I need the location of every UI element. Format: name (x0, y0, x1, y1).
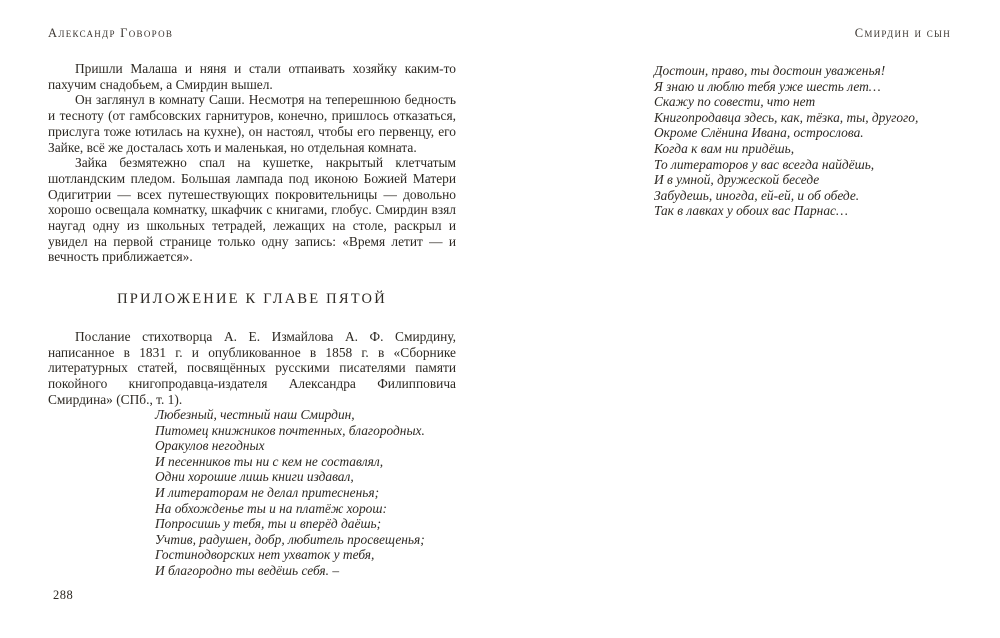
verse-line: Когда к вам ни придёшь, (654, 140, 795, 156)
verse-line: То литераторов у вас всегда найдёшь, (654, 156, 875, 172)
verse-block-left (155, 407, 425, 579)
verse-line: Так в лавках у обоих вас Парнас… (654, 203, 848, 219)
verse-line: И благородно ты ведёшь себя. – (155, 562, 340, 578)
page-number: 288 (53, 588, 74, 602)
body-paragraph: Он заглянул в комнату Саши. Несмотря на теперешнюю бедность и тесноту (от гамбсовских гарнитуров, конечно, пришлось отказаться, прислуга тоже ютилась на кухне), он настоял, чтобы его первенцу, его Зайке, всё же досталась хоть и маленькая, но отдельная комната. (48, 92, 456, 155)
verse-line: Питомец книжников почтенных, благородных. (155, 422, 425, 438)
appendix-intro (48, 329, 456, 408)
verse-line: Скажу по совести, что нет (654, 94, 816, 110)
body-paragraph: Пришли Малаша и няня и стали отпаивать хозяйку каким-то пахучим снадобьем, а Смирдин вышел. (48, 61, 456, 92)
section-heading: ПРИЛОЖЕНИЕ К ГЛАВЕ ПЯТОЙ (117, 291, 387, 307)
verse-line: Окроме Слёнина Ивана, острослова. (654, 125, 864, 141)
body-paragraph: Зайка безмятежно спал на кушетке, накрытый клетчатым шотландским пледом. Большая лампада под иконою Божией Матери Одигитрии — всех путешествующих покровительницы — довольно хорошо освещала комнатку, шкафчик с книгами, глобус. Смирдин взял наугад одну из школьных тетрадей, лежащих на столе, раскрыл и увидел на первой странице только одну запись: «Время летит — и вечность приближается». (48, 155, 456, 265)
left-page (48, 0, 456, 638)
body-text (48, 61, 456, 265)
verse-line: И литераторам не делал притесненья; (155, 484, 380, 500)
verse-line: Книгопродавца здесь, как, тёзка, ты, другого, (654, 109, 919, 125)
verse-line: И в умной, дружеской беседе (654, 172, 820, 188)
verse-line: И песенников ты ни с кем не составлял, (155, 453, 384, 469)
intro-paragraph: Послание стихотворца А. Е. Измайлова А. Ф. Смирдину, написанное в 1831 г. и опубликованное в 1858 г. в «Сборнике литературных статей, посвящённых русскими писателями памяти покойного книгопродавца-издателя Александра Филипповича Смирдина» (СПб., т. 1). (48, 329, 456, 407)
verse-line: Достоин, право, ты достоин уваженья! (654, 63, 886, 78)
verse-line: Учтив, радушен, добр, любитель просвещенья; (155, 531, 425, 547)
running-header-title: Смирдин и сын (854, 26, 951, 40)
verse-line: На обхожденье ты и на платёж хорош: (155, 500, 387, 516)
verse-block-right (654, 63, 918, 219)
verse-line: Любезный, честный наш Смирдин, (155, 407, 355, 422)
verse-line: Гостинодворских нет ухваток у тебя, (155, 547, 375, 563)
right-page (544, 0, 951, 638)
running-header-author: Александр Говоров (48, 26, 174, 40)
verse-line: Попросишь у тебя, ты и вперёд даёшь; (155, 516, 382, 532)
verse-line: Оракулов негодных (155, 438, 265, 454)
verse-line: Я знаю и люблю тебя уже шесть лет… (654, 78, 881, 94)
verse-line: Одни хорошие лишь книги издавал, (155, 469, 354, 485)
verse-line: Забудешь, иногда, ей-ей, и об обеде. (654, 187, 860, 203)
